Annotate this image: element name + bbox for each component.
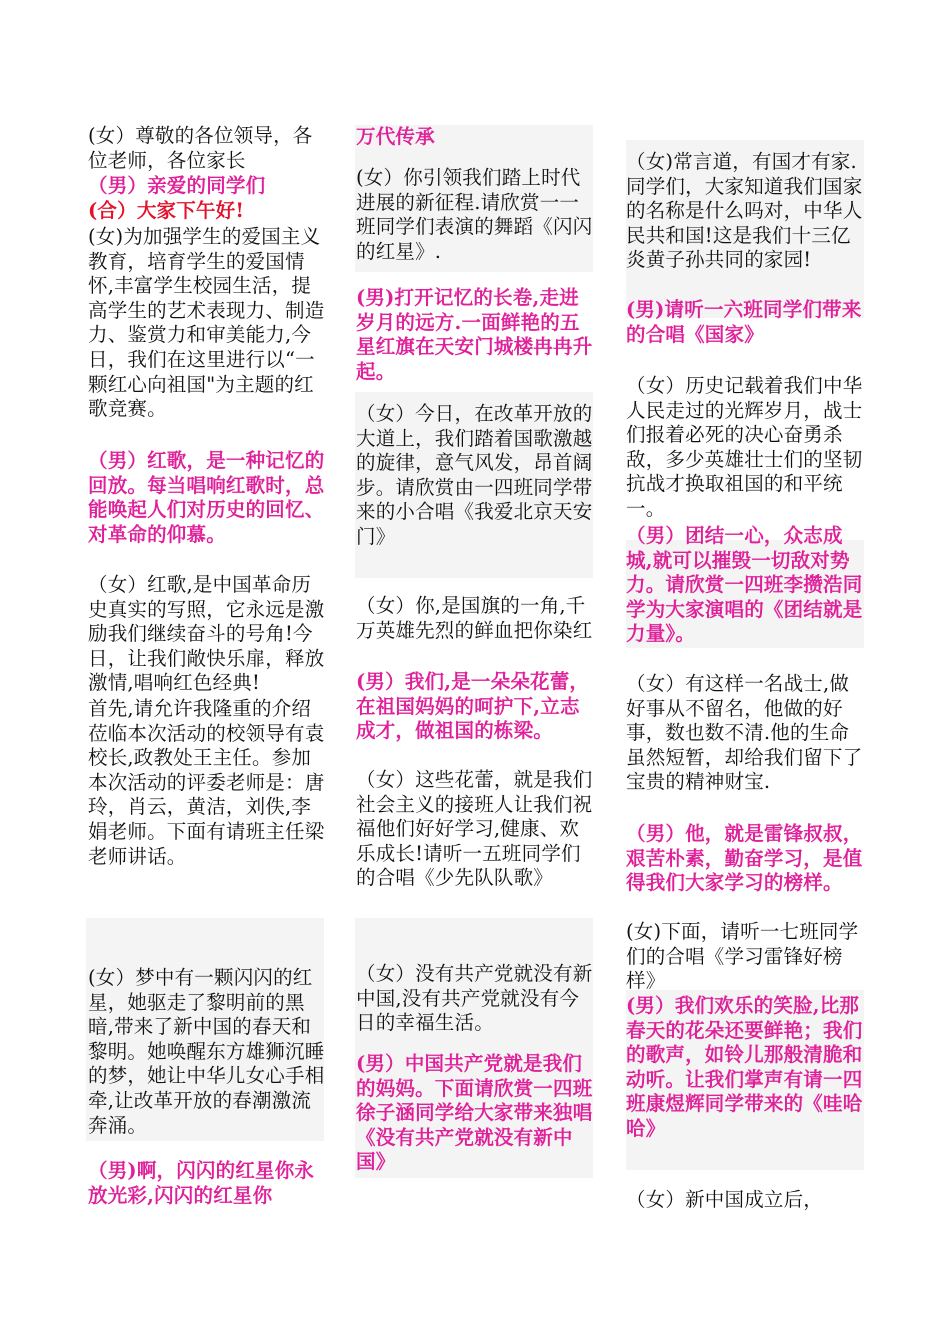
paragraph-male-line: （男）团结一心，众志成城,就可以摧毁一切敌对势力。请欣赏一四班李攒浩同学为大家演唱的《团结就是力量》。 <box>626 524 863 646</box>
paragraph-male-line: (男）我们欢乐的笑脸,比那春天的花朵还要鲜艳；我们的歌声，如铃儿那般清脆和动听。让我们掌声有请一四班康煜辉同学带来的《哇哈哈》 <box>626 994 863 1140</box>
paragraph-female-line: （女）新中国成立后， <box>626 1188 824 1211</box>
paragraph-male-line: (男）中国共产党就是我们的妈妈。下面请欣赏一四班徐子涵同学给大家带来独唱《没有共产党就没有新中国》 <box>356 1052 593 1174</box>
paragraph-female-line: （女）你,是国旗的一角,千万英雄先烈的鲜血把你染红 <box>356 594 593 642</box>
paragraph-female-line: （女）没有共产党就没有新中国,没有共产党就没有今日的幸福生活。 <box>356 962 593 1035</box>
paragraph-female-line: (女）梦中有一颗闪闪的红星，她驱走了黎明前的黑暗,带来了新中国的春天和黎明。她唤醒东方雄狮沉睡的梦，她让中华儿女心手相牵,让改革开放的春潮激流奔涌。 <box>88 966 325 1137</box>
paragraph-male-line: （男)啊，闪闪的红星你永放光彩,闪闪的红星你 <box>88 1159 315 1207</box>
paragraph-male-line: （男）他，就是雷锋叔叔，艰苦朴素，勤奋学习，是值得我们大家学习的榜样。 <box>626 822 863 895</box>
paragraph-female-line: (女)为加强学生的爱国主义教育，培育学生的爱国情怀,丰富学生校园生活，提高学生的艺术表现力、制造力、鉴赏力和审美能力,今日，我们在这里进行以“一颗红心向祖国"为主题的红歌竞赛。 <box>88 225 325 421</box>
paragraph-body: 首先,请允许我隆重的介绍莅临本次活动的校领导有袁校长,政教处王主任。参加本次活动的评委老师是：唐玲，肖云，黄洁，刘佚,李娟老师。下面有请班主任梁老师讲话。 <box>88 697 325 868</box>
paragraph-male-line: （男）红歌，是一种记忆的回放。每当唱响红歌时，总能唤起人们对历史的回忆、对革命的仰慕。 <box>88 449 325 546</box>
paragraph-male-line: (男)打开记忆的长卷,走进岁月的远方.一面鲜艳的五星红旗在天安门城楼冉冉升起。 <box>356 286 593 383</box>
paragraph-female-line: （女）这些花蕾，就是我们社会主义的接班人让我们祝福他们好好学习,健康、欢乐成长!请听一五班同学们的合唱《少先队队歌》 <box>356 768 593 890</box>
paragraph-male-line: (男)请听一六班同学们带来的合唱《国家》 <box>626 298 862 346</box>
paragraph-male-line: (男）我们,是一朵朵花蕾，在祖国妈妈的呵护下,立志成才，做祖国的栋梁。 <box>356 670 590 743</box>
paragraph-female-line: (女)下面，请听一七班同学们的合唱《学习雷锋好榜样》 <box>626 920 859 993</box>
paragraph-female-line: （女)常言道，有国才有家.同学们，大家知道我们国家的名称是什么吗对，中华人民共和国!这是我们十三亿炎黄子孙共同的家园! <box>626 150 863 272</box>
paragraph-female-line: （女）红歌,是中国革命历史真实的写照，它永远是激励我们继续奋斗的号角!今日，让我们敞快乐扉，释放激情,唱响红色经典! <box>88 573 325 695</box>
shade-block <box>86 918 324 966</box>
paragraph-female-line: （女）有这样一名战士,做好事从不留名，他做的好事，数也数不清.他的生命虽然短暂，却给我们留下了宝贵的精神财宝. <box>626 672 863 794</box>
paragraph-female-line: (女）尊敬的各位领导，各位老师，各位家长 <box>88 124 313 172</box>
paragraph-male-line: 万代传承 <box>356 125 435 148</box>
paragraph-together-line: (合）大家下午好! <box>88 199 245 222</box>
paragraph-female-line: （女）历史记载着我们中华人民走过的光辉岁月，战士们报着必死的决心奋勇杀敌，多少英雄壮士们的坚韧抗战才换取祖国的和平统一。 <box>626 374 863 520</box>
paragraph-female-line: （女）今日，在改革开放的大道上，我们踏着国歌激越的旋律，意气风发，昂首阔步。请欣赏由一四班同学带来的小合唱《我爱北京天安门》 <box>356 402 593 548</box>
paragraph-female-line: (女）你引领我们踏上时代进展的新征程.请欣赏一一班同学们表演的舞蹈《闪闪的红星》. <box>356 166 593 263</box>
paragraph-male-line: （男）亲爱的同学们 <box>88 174 266 197</box>
